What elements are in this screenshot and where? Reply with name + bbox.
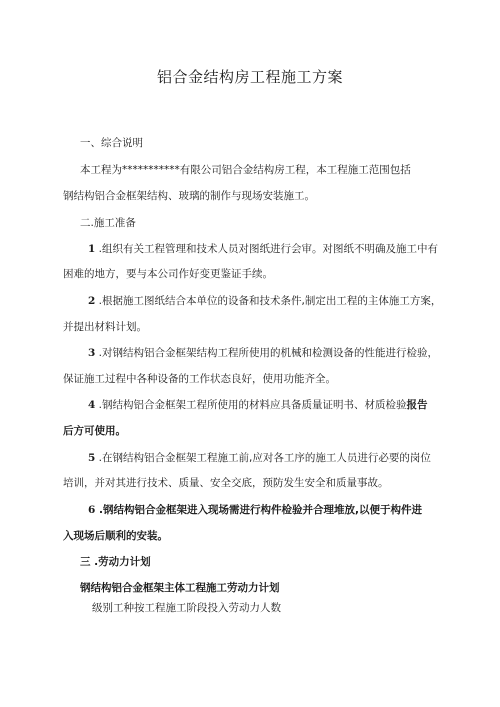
item-6-line-2: 入现场后顺利的安装。 — [63, 530, 168, 542]
section-1-heading: 一、综合说明 — [80, 137, 143, 149]
item-1-line-2: 困难的地方，要与本公司作好变更鉴证手续。 — [63, 268, 273, 280]
item-2-line-1 — [88, 294, 441, 308]
item-4-line-1 — [88, 398, 428, 412]
item-5-line-1 — [88, 451, 431, 465]
item-text: .在钢结构铝合金框架工程施工前,应对各工序的施工人员进行必要的岗位 — [98, 452, 431, 464]
item-number: 3 — [88, 347, 96, 359]
item-text: .根据施工图纸结合本单位的设备和技术条件,制定出工程的主体施工方案， — [98, 295, 442, 307]
item-text-bold: 报告 — [406, 399, 428, 411]
item-4-line-2: 后方可使用。 — [63, 425, 126, 437]
item-number: 1 — [88, 243, 96, 255]
section-3-heading — [80, 555, 151, 569]
section-3-title: .劳动力计划 — [94, 556, 151, 568]
section-3-line: 级别工种按工程施工阶段投入劳动力人数 — [92, 602, 281, 614]
item-3-line-2: 保证施工过程中各种设备的工作状态良好，使用功能齐全。 — [63, 373, 336, 385]
item-number: 4 — [88, 399, 96, 411]
section-3-subheading: 钢结构铝合金框架主体工程施工劳动力计划 — [80, 582, 280, 594]
section-3-number: 三 — [80, 556, 91, 568]
item-number: 2 — [88, 295, 96, 307]
section-1-paragraph-line-2: 钢结构铝合金框架结构、玻璃的制作与现场安装施工。 — [63, 190, 315, 202]
item-text: .钢结构铝合金框架工程所使用的材料应具备质量证明书、材质检验 — [98, 399, 407, 411]
item-number: 5 — [88, 452, 96, 464]
item-number: 6 — [88, 504, 96, 516]
section-1-paragraph-line-1: 本工程为***********有限公司铝合金结构房工程，本工程施工范围包括 — [80, 164, 411, 176]
item-1-line-1 — [88, 242, 438, 256]
item-text: .组织有关工程管理和技术人员对图纸进行会审。对图纸不明确及施工中有 — [98, 243, 438, 255]
item-5-line-2: 培训，并对其进行技术、质量、安全交底，预防发生安全和质量事故。 — [63, 477, 389, 489]
item-3-line-1 — [88, 346, 438, 360]
section-2-heading: 二.施工准备 — [80, 217, 136, 229]
item-2-line-2: 并提出材料计划。 — [63, 321, 147, 333]
document-title: 铝合金结构房工程施工方案 — [156, 68, 343, 86]
item-6-line-1 — [88, 503, 422, 517]
item-text: .对钢结构铝合金框架结构工程所使用的机械和检测设备的性能进行检验， — [98, 347, 438, 359]
item-text: .钢结构铝合金框架进入现场需进行构件检验并合理堆放,以便于构件进 — [98, 504, 422, 516]
